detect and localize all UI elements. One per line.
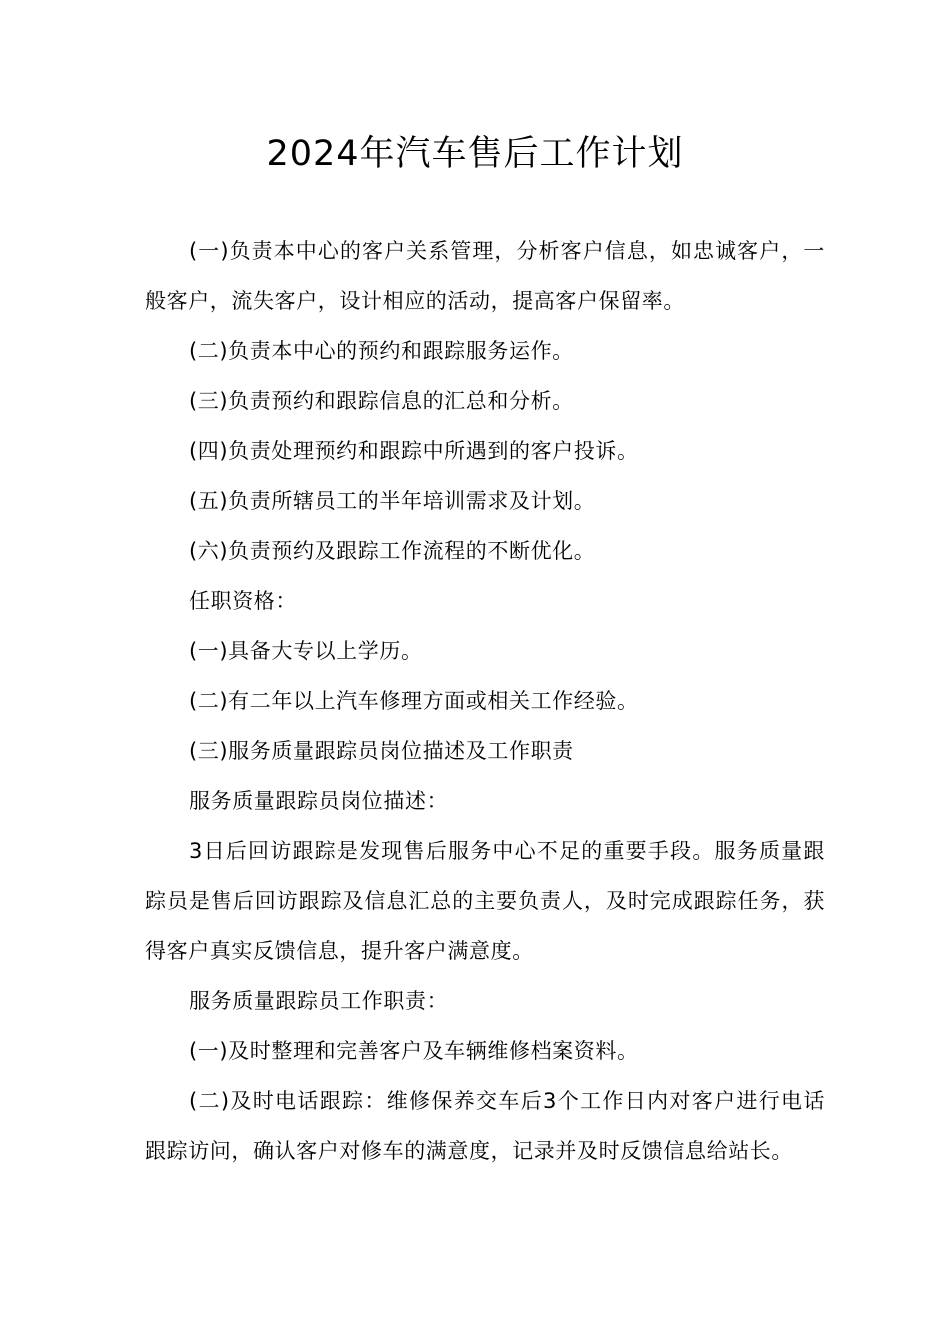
paragraph-responsibility-4: (四)负责处理预约和跟踪中所遇到的客户投诉。 (189, 439, 639, 463)
page-title: 2024年汽车售后工作计划 (266, 134, 684, 174)
paragraph-duty-2: (二)及时电话跟踪：维修保养交车后3个工作日内对客户进行电话跟踪访问，确认客户对修车的满意度，记录并及时反馈信息给站长。 (145, 1089, 825, 1163)
paragraph-responsibility-5: (五)负责所辖员工的半年培训需求及计划。 (189, 489, 596, 513)
section-heading-role-description: 服务质量跟踪员岗位描述： (189, 789, 449, 813)
section-heading-role-duties: 服务质量跟踪员工作职责： (189, 989, 449, 1013)
document-body (145, 226, 825, 1176)
paragraph-duty-1: (一)及时整理和完善客户及车辆维修档案资料。 (189, 1039, 639, 1063)
paragraph-responsibility-2: (二)负责本中心的预约和跟踪服务运作。 (189, 339, 574, 363)
paragraph-role-description: 3日后回访跟踪是发现售后服务中心不足的重要手段。服务质量跟踪员是售后回访跟踪及信息汇总的主要负责人，及时完成跟踪任务，获得客户真实反馈信息，提升客户满意度。 (145, 839, 825, 963)
paragraph-responsibility-3: (三)负责预约和跟踪信息的汇总和分析。 (189, 389, 574, 413)
paragraph-qualification-3: (三)服务质量跟踪员岗位描述及工作职责 (189, 739, 574, 763)
section-heading-qualifications: 任职资格： (189, 589, 297, 613)
paragraph-responsibility-6: (六)负责预约及跟踪工作流程的不断优化。 (189, 539, 596, 563)
paragraph-qualification-2: (二)有二年以上汽车修理方面或相关工作经验。 (189, 689, 639, 713)
paragraph-qualification-1: (一)具备大专以上学历。 (189, 639, 423, 663)
paragraph-responsibility-1: (一)负责本中心的客户关系管理，分析客户信息，如忠诚客户，一般客户，流失客户，设计相应的活动，提高客户保留率。 (145, 239, 825, 313)
